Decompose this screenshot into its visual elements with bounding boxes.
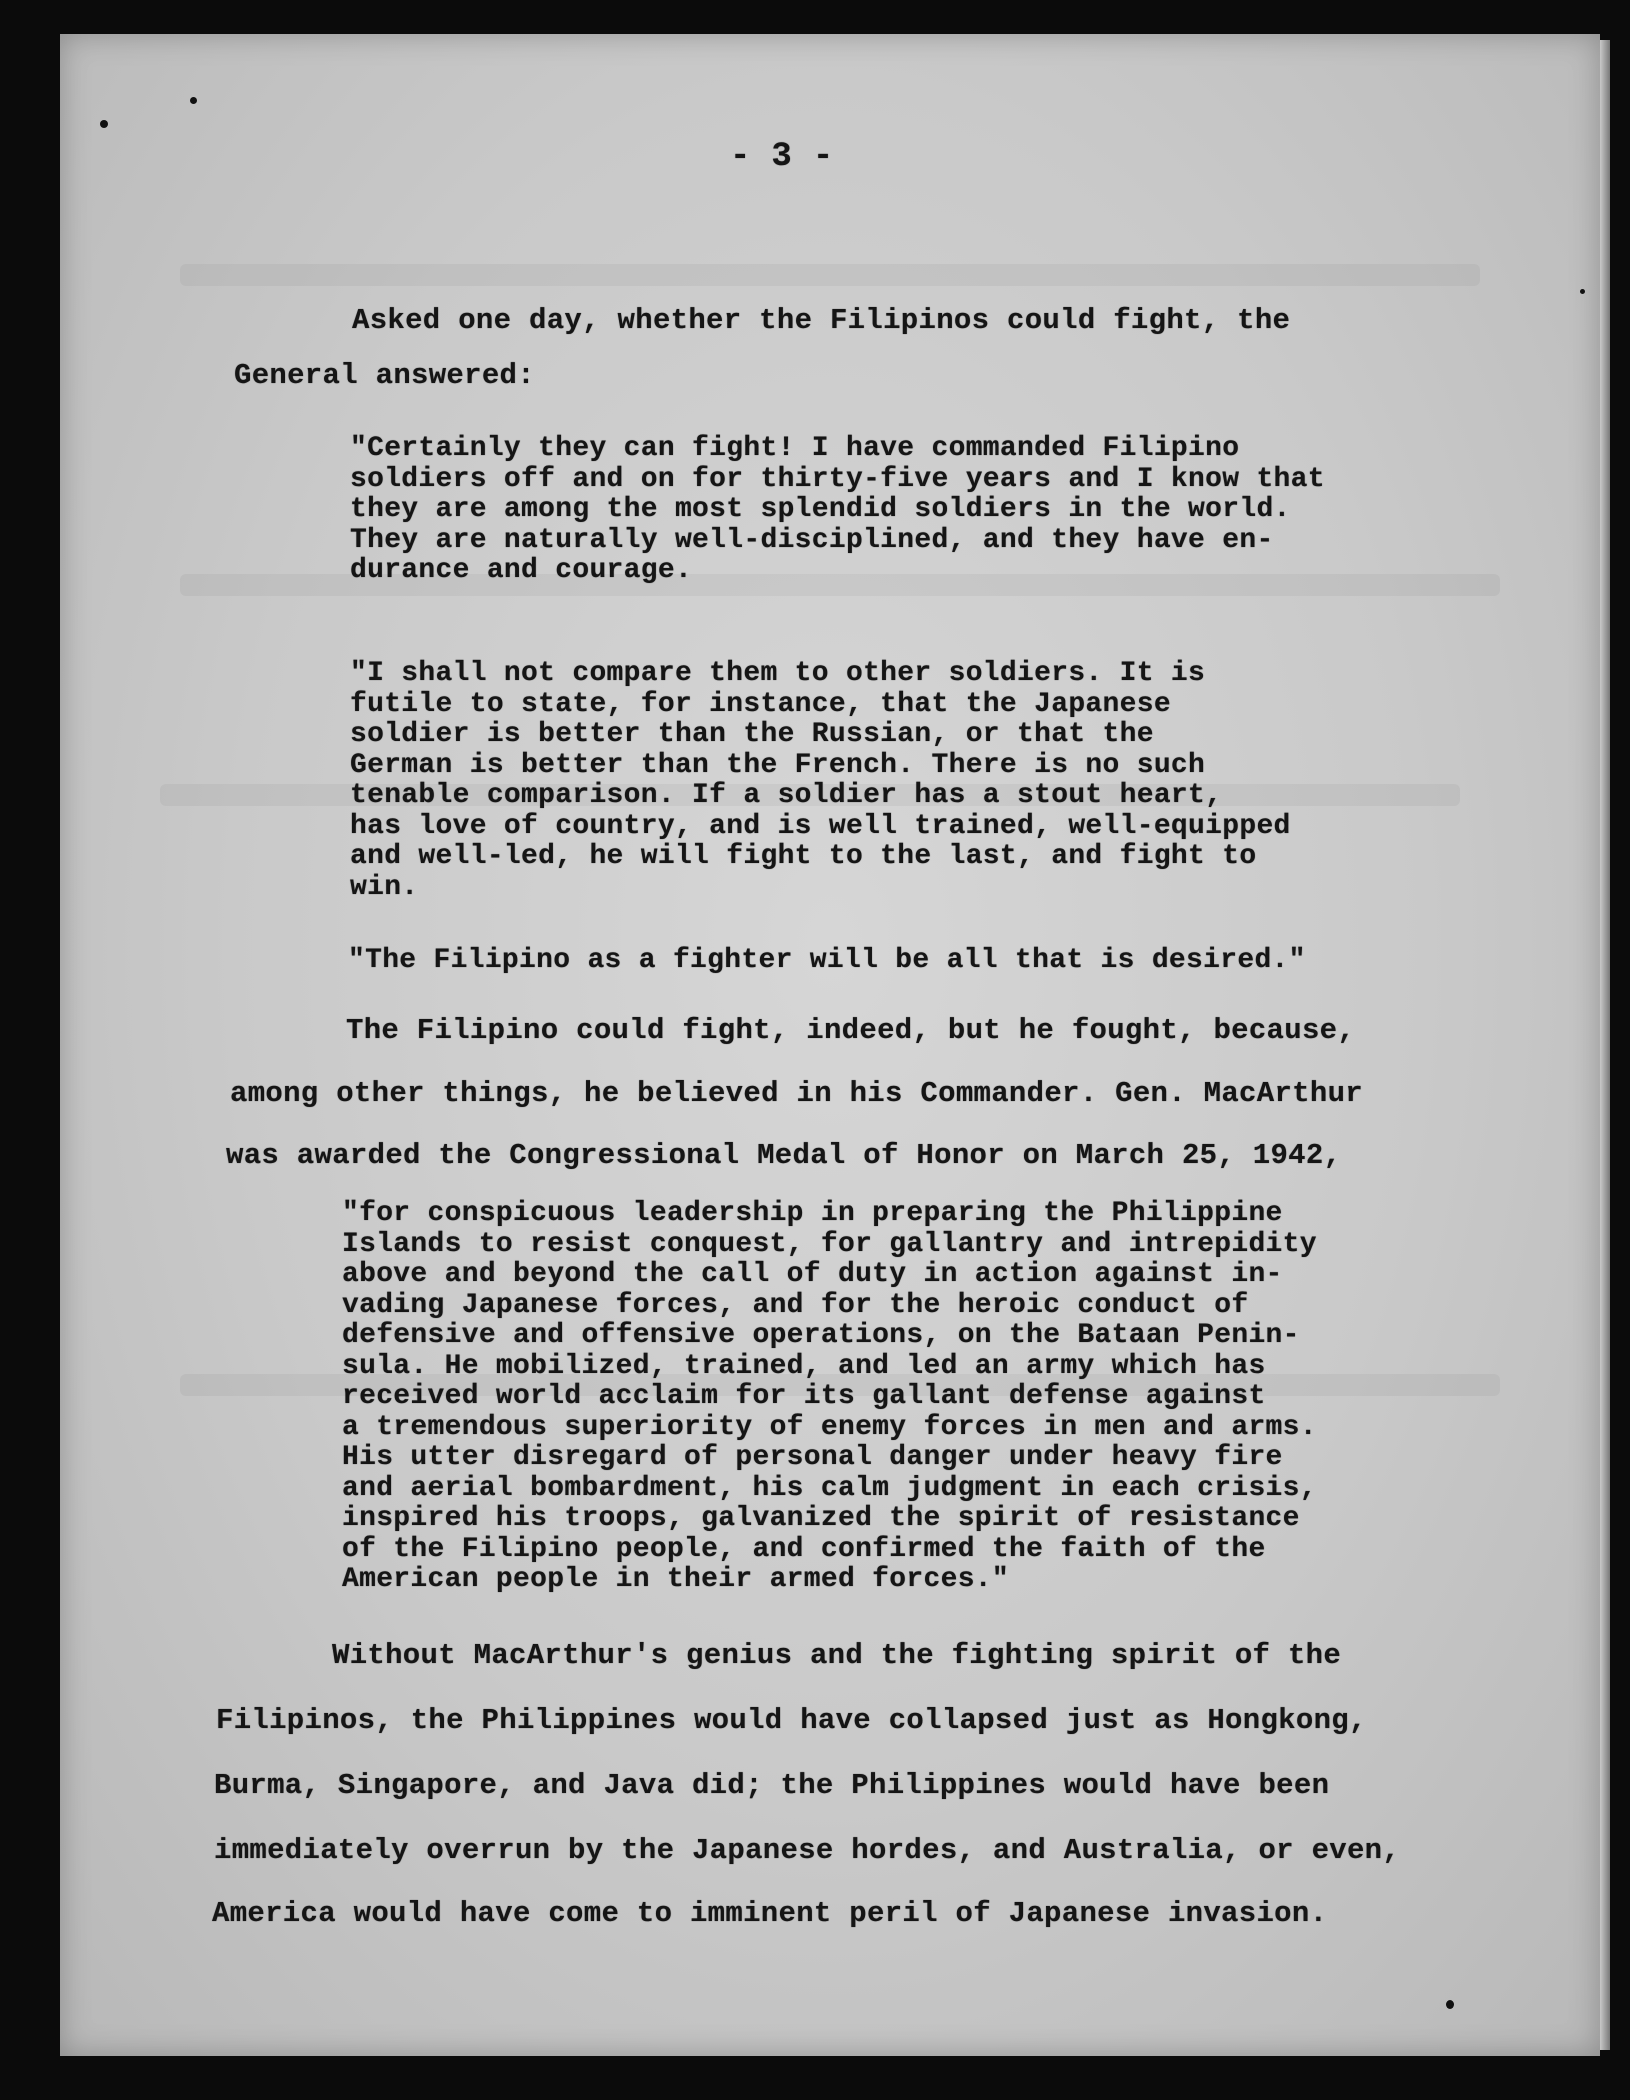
quote-line: of the Filipino people, and confirmed the faith of the	[342, 1533, 1266, 1565]
paragraph-line: General answered:	[234, 359, 535, 392]
quote-line: inspired his troops, galvanized the spirit of resistance	[342, 1503, 1300, 1534]
paragraph-line: was awarded the Congressional Medal of Honor on March 25, 1942,	[226, 1139, 1342, 1172]
quote-line: a tremendous superiority of enemy forces in men and arms.	[342, 1411, 1317, 1443]
paragraph-line: Filipinos, the Philippines would have collapsed just as Hongkong,	[216, 1704, 1367, 1737]
quote-line: defensive and offensive operations, on the Bataan Penin-	[342, 1320, 1300, 1351]
paragraph-line: immediately overrun by the Japanese hordes, and Australia, or even,	[214, 1834, 1401, 1867]
quote-line: they are among the most splendid soldiers in the world.	[350, 494, 1291, 525]
quote-line: vading Japanese forces, and for the heroic conduct of	[342, 1289, 1249, 1321]
quote-line: futile to state, for instance, that the Japanese	[350, 688, 1171, 720]
block-quote	[350, 434, 1325, 587]
quote-line: His utter disregard of personal danger under heavy fire	[342, 1442, 1283, 1473]
ink-speck	[1446, 2000, 1454, 2009]
paragraph-line: among other things, he believed in his Commander. Gen. MacArthur	[230, 1077, 1363, 1110]
paragraph-line: America would have come to imminent peril of Japanese invasion.	[212, 1897, 1328, 1930]
quote-line: durance and courage.	[350, 555, 693, 586]
quote-line: "I shall not compare them to other soldiers. It is	[350, 658, 1206, 689]
quote-line: has love of country, and is well trained, well-equipped	[350, 810, 1291, 842]
quote-line: Islands to resist conquest, for gallantry and intrepidity	[342, 1228, 1317, 1260]
paragraph-line: Burma, Singapore, and Java did; the Philippines would have been	[214, 1769, 1330, 1802]
bleed-through-shadow	[180, 264, 1480, 286]
quote-line: German is better than the French. There is no such	[350, 749, 1206, 781]
quote-line: "for conspicuous leadership in preparing the Philippine	[342, 1198, 1283, 1229]
page-number: - 3 -	[730, 138, 834, 176]
quote-line: soldier is better than the Russian, or that the	[350, 719, 1154, 750]
quote-line: and well-led, he will fight to the last, and fight to	[350, 841, 1257, 872]
typewritten-page	[60, 34, 1600, 2056]
quote-line: and aerial bombardment, his calm judgment in each crisis,	[342, 1472, 1317, 1504]
paragraph-line: The Filipino could fight, indeed, but he fought, because,	[346, 1014, 1356, 1047]
paragraph-line: Asked one day, whether the Filipinos could fight, the	[352, 304, 1291, 337]
paragraph-line: Without MacArthur's genius and the fighting spirit of the	[332, 1639, 1342, 1672]
ink-speck	[1580, 289, 1585, 294]
quote-line: They are naturally well-disciplined, and they have en-	[350, 524, 1274, 556]
ink-speck	[100, 120, 108, 128]
quote-line: sula. He mobilized, trained, and led an army which has	[342, 1350, 1266, 1382]
quote-line: American people in their armed forces."	[342, 1564, 1010, 1595]
quote-line: "Certainly they can fight! I have commanded Filipino	[350, 433, 1240, 464]
quote-line: received world acclaim for its gallant defense against	[342, 1381, 1266, 1412]
block-quote	[350, 659, 1291, 903]
ink-speck	[190, 97, 197, 104]
quote-line: win.	[350, 871, 419, 903]
block-quote-line: "The Filipino as a fighter will be all that is desired."	[348, 945, 1306, 976]
quote-line: soldiers off and on for thirty-five years and I know that	[350, 463, 1325, 495]
quote-line: above and beyond the call of duty in action against in-	[342, 1259, 1283, 1290]
quote-line: tenable comparison. If a soldier has a stout heart,	[350, 780, 1223, 811]
medal-citation	[342, 1199, 1317, 1596]
